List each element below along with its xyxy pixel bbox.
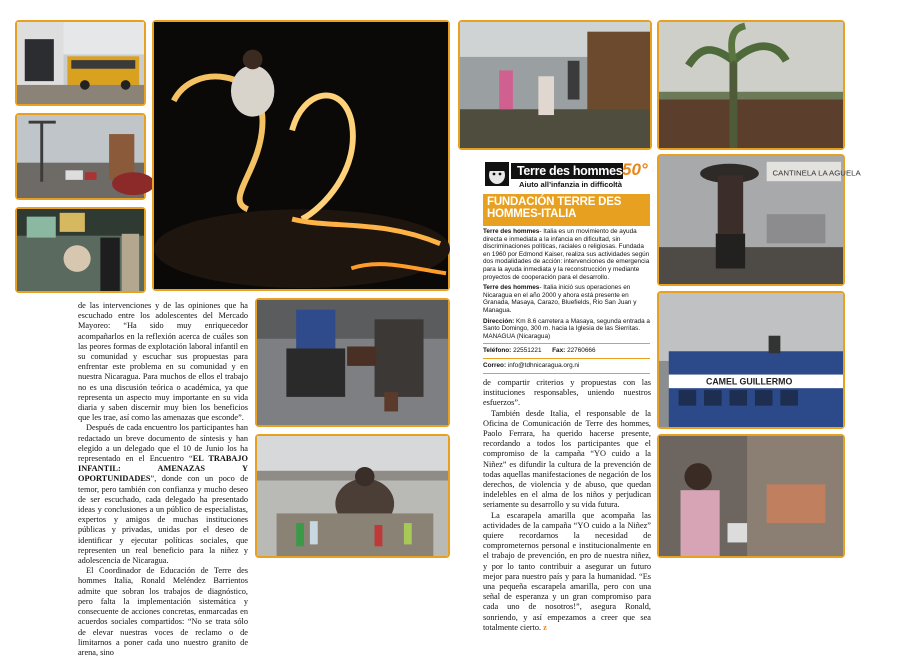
phone-label: Teléfono: (483, 347, 512, 355)
end-mark: z (543, 622, 547, 632)
event-title: EL TRABAJO INFANTIL: AMENAZAS Y OPORTUNIDADES (78, 454, 248, 484)
email-label: Correo: (483, 361, 507, 369)
fax-label: Fax: (552, 347, 566, 355)
photo-banana-field (657, 20, 845, 150)
fax-value: 22760666 (567, 347, 596, 355)
photo-woman-umbrella-street (657, 154, 861, 286)
tdh-email-row (483, 362, 650, 370)
bus-text: CAMEL GUILLERMO (705, 376, 793, 387)
tdh-body (483, 228, 650, 374)
tdh-anniversary: 50° (622, 160, 648, 179)
photo-parked-buses (15, 20, 146, 106)
sign-text: CANTINELA LA AGUELA (772, 168, 861, 178)
address-label: Dirección: (483, 317, 515, 325)
article-paragraph: También desde Italia, el responsable de la Oficina de Comunicación de Terre des hommes, Paolo Ferrara, ha querido hacerse presente, recordando a todos los participantes que el compromiso de la campaña “YO cuido a la Niñez” es difundir la cultura de la prevención de todas aquellas manifestaciones de negación de los derechos, de violencia y de abuso, que quedan indelebles en el alma de los niños y perjudican seriamente su desarrollo y su vida futura. (483, 408, 651, 510)
article-paragraph: de las intervenciones y de las opiniones que ha escuchado entre los adolescentes del Mercado Mayoreo: “Ha sido muy enriquecedor acompañarlos en la reflexión acerca de cuáles son las peores formas de explotación laboral infantil en su comunidad y escuchar sus propuestas para enfrentar este problema en su comunidad y en nuestra Nicaragua. Para muchos de ellos el trabajo no es una discusión teórica o académica, ya que representa un aspecto muy importante en su vida diaria y saben discernir muy bien los beneficios que les trae, así como las amenazas que esconde”. (78, 301, 248, 423)
photo-market-stall (15, 207, 146, 293)
photo-boy-shoeshine (255, 298, 450, 427)
tdh-phone-row (483, 347, 650, 355)
tdh-tagline: Aiuto all’infanzia in difficoltà (519, 180, 622, 189)
photo-children-garbage (458, 20, 652, 150)
tdh-paragraph (483, 228, 650, 281)
article-paragraph (78, 423, 248, 566)
photo-market-vendors (657, 434, 845, 558)
address-value: Km 8.6 carretera a Masaya, segunda entrada a Santo Domingo, 300 m. hacia la Iglesia de las Sierritas. MANAGUA (Nicaragua) (483, 317, 650, 340)
tdh-logo (483, 160, 650, 192)
tdh-title-banner (483, 194, 650, 226)
phone-value: 22551221 (513, 347, 542, 355)
tdh-brand: Terre des hommes (517, 164, 623, 178)
tdh-org-name: Terre des hommes (483, 284, 540, 292)
tdh-text: - Italia inició sus operaciones en Nicaragua en el año 2000 y ahora está presente en Granada, Masaya, Carazo, Bluefields, Río San Juan y Managua. (483, 284, 637, 314)
article-paragraph: El Coordinador de Educación de Terre des hommes Italia, Ronald Meléndez Barrientos admite que sobran los trabajos de diagnóstico, pero falta la implementación sistemática y consecuente de acciones concretas, enmarcadas en acuerdos sociales compartidos: “No se trata sólo de elevar nuestras voces de reclamo o de limitarnos a poner cada uno nuestro granito de arena, sino (78, 566, 248, 657)
article-column-left (78, 301, 248, 658)
tdh-paragraph (483, 284, 650, 314)
article-paragraph (483, 511, 651, 633)
photo-fire-juggler (152, 20, 450, 291)
tdh-org-name: Terre des hommes (483, 228, 540, 235)
tdh-address (483, 318, 650, 341)
article-paragraph: de compartir criterios y propuestas con las instituciones responsables, uniendo nuestros esfuerzos”. (483, 378, 651, 408)
tdh-text: - Italia es un movimiento de ayuda directa e inmediata a la infancia en dificultad, sin discriminaciones políticas, raciales o religiosas. Fundada en 1960 por Edmond Kaiser, realiza sus actividades según dos modalidades de acción: intervenciones de emergencia para la ayuda inmediata y la reconstrucción y mediante proyectos de cooperación para el desarrollo. (483, 228, 650, 281)
paragraph-text: ”, donde con un poco de temor, pero también con confianza y mucho deseo de ser escuchado, cada delegado ha presentado ideas y conclusiones a un público de especialistas, expertos y amigos de muchas instituciones públicas y privadas, unidas por el deseo de identificar y ejecutar políticas sociales, que representen un real beneficio para la niñez y adolescencia de Nicaragua. (78, 474, 248, 566)
tdh-title: FUNDACIÓN TERRE DES HOMMES-ITALIA (487, 196, 622, 220)
child-face-icon (485, 162, 509, 186)
article-column-right (483, 378, 651, 633)
paragraph-text: La escarapela amarilla que acompaña las actividades de la campaña “YO cuido a la Niñez” quiere recordarnos la necesidad de comprometernos personal e institucionalmente en el trabajo de prevención, en pro de nuestra niñez, y por lo tanto contribuir a asegurar un futuro mejor para nuestro país y para la humanidad. “Es una pequeña escarapela amarilla, pero con una señal de esperanza y un gran compromiso para cada uno de nosotros!”, asegura Ronald, sonriendo, y así empezamos a creer que sea totalmente cierto. (483, 510, 651, 632)
tdh-info-box (483, 160, 650, 369)
photo-street-lamp-road (15, 113, 146, 200)
paragraph-text: Después de cada encuentro los participantes han redactado un breve documento de síntesis y han elegido a un delegado que el 10 de Junio los ha representado en el Encuentro “ (78, 423, 248, 464)
email-link[interactable]: info@tdhnicaragua.org.ni (507, 361, 580, 369)
photo-man-bus-roof (657, 291, 845, 429)
photo-boys-bottles-dump (255, 434, 450, 558)
